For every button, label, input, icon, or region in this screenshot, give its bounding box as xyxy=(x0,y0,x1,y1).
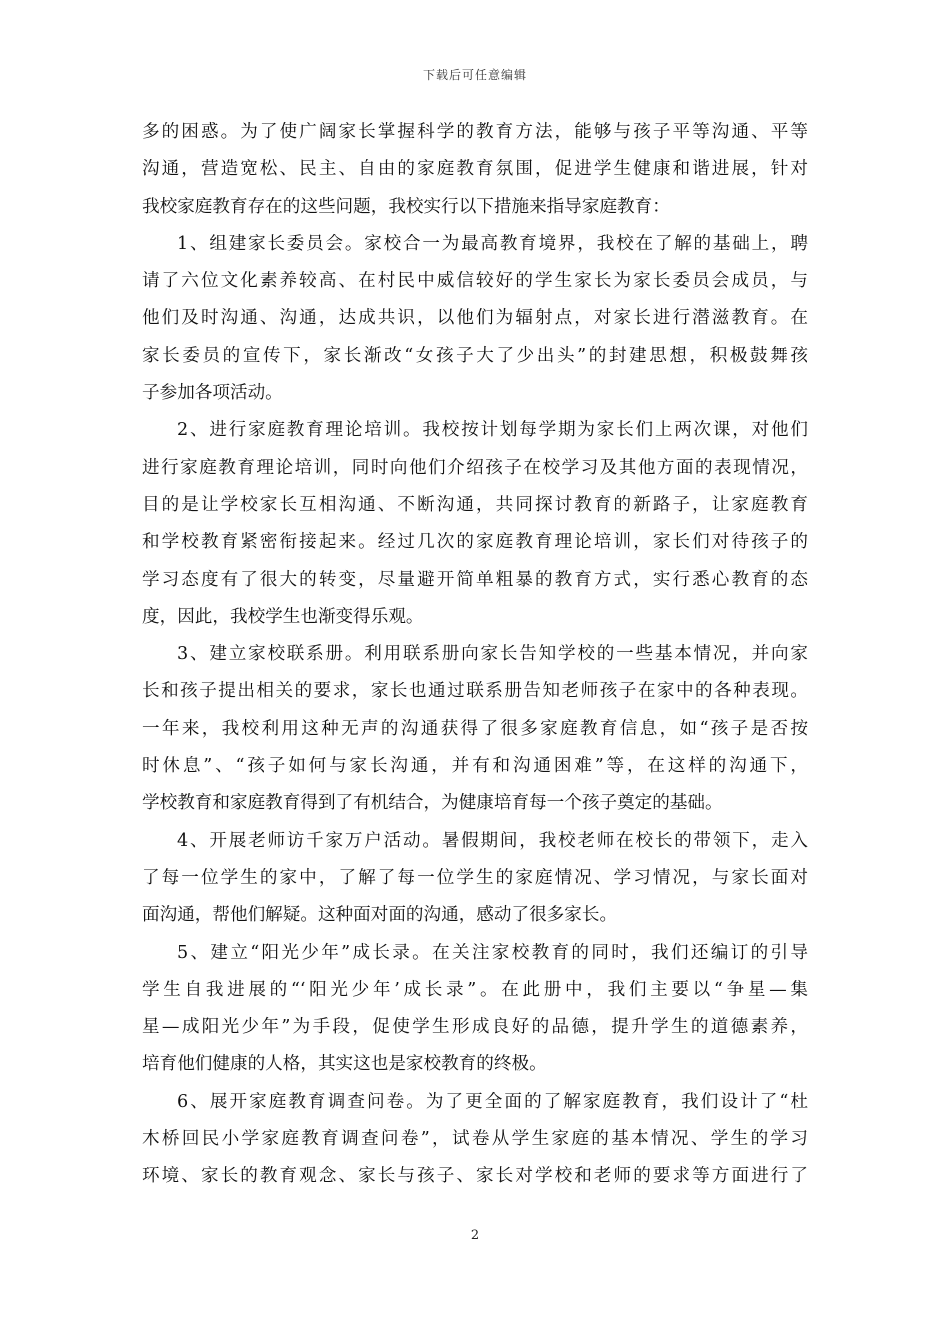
text-line: 4、开展老师访千家万户活动。暑假期间，我校老师在校长的带领下，走入 xyxy=(177,830,808,851)
text-line: 了每一位学生的家中，了解了每一位学生的家庭情况、学习情况，与家长面对 xyxy=(142,867,808,888)
text-line: 星—成阳光少年”为手段，促使学生形成良好的品德，提升学生的道德素养， xyxy=(142,1017,808,1038)
text-line: 长和孩子提出相关的要求，家长也通过联系册告知老师孩子在家中的各种表现。 xyxy=(142,681,808,702)
text-line: 环境、家长的教育观念、家长与孩子、家长对学校和老师的要求等方面进行了 xyxy=(142,1166,808,1187)
text-line: 沟通，营造宽松、民主、自由的家庭教育氛围，促进学生健康和谐进展，针对 xyxy=(142,159,808,180)
text-line: 3、建立家校联系册。利用联系册向家长告知学校的一些基本情况，并向家 xyxy=(177,644,808,665)
text-line: 请了六位文化素养较高、在村民中威信较好的学生家长为家长委员会成员，与 xyxy=(142,271,808,292)
text-line: 学生自我进展的“‘阳光少年’成长录”。在此册中，我们主要以“争星—集 xyxy=(142,979,808,1000)
text-line: 面沟通，帮他们解疑。这种面对面的沟通，感动了很多家长。 xyxy=(142,905,618,926)
text-line: 和学校教育紧密衔接起来。经过几次的家庭教育理论培训，家长们对待孩子的 xyxy=(142,532,808,553)
text-line: 2、进行家庭教育理论培训。我校按计划每学期为家长们上两次课，对他们 xyxy=(177,420,808,441)
text-line: 木桥回民小学家庭教育调查问卷”，试卷从学生家庭的基本情况、学生的学习 xyxy=(142,1129,808,1150)
text-line: 学校教育和家庭教育得到了有机结合，为健康培育每一个孩子奠定的基础。 xyxy=(142,793,723,814)
text-line: 5、建立“阳光少年”成长录。在关注家校教育的同时，我们还编订的引导 xyxy=(177,942,808,963)
text-line: 他们及时沟通、沟通，达成共识，以他们为辐射点，对家长进行潜滋教育。在 xyxy=(142,308,808,329)
text-line: 多的困惑。为了使广阔家长掌握科学的教育方法，能够与孩子平等沟通、平等 xyxy=(142,122,808,142)
document-body xyxy=(142,114,808,1196)
text-line: 目的是让学校家长互相沟通、不断沟通，共同探讨教育的新路子，让家庭教育 xyxy=(142,494,808,515)
text-line: 家长委员的宣传下，家长渐改“女孩子大了少出头”的封建思想，积极鼓舞孩 xyxy=(142,345,808,366)
text-line: 6、展开家庭教育调查问卷。为了更全面的了解家庭教育，我们设计了“杜 xyxy=(177,1091,808,1112)
text-line: 1、组建家长委员会。家校合一为最高教育境界，我校在了解的基础上，聘 xyxy=(177,233,808,254)
text-line: 学习态度有了很大的转变，尽量避开简单粗暴的教育方式，实行悉心教育的态 xyxy=(142,569,808,590)
text-line: 培育他们健康的人格，其实这也是家校教育的终极。 xyxy=(142,1054,547,1075)
page-header: 下载后可任意编辑 xyxy=(422,68,527,82)
text-line: 子参加各项活动。 xyxy=(142,383,283,404)
page-number: 2 xyxy=(470,1228,480,1243)
text-line: 我校家庭教育存在的这些问题，我校实行以下措施来指导家庭教育： xyxy=(142,196,670,217)
text-line: 进行家庭教育理论培训，同时向他们介绍孩子在校学习及其他方面的表现情况， xyxy=(142,457,808,478)
text-line: 度，因此，我校学生也渐变得乐观。 xyxy=(142,606,424,627)
text-line: 一年来，我校利用这种无声的沟通获得了很多家庭教育信息，如“孩子是否按 xyxy=(142,718,808,739)
text-line: 时休息”、“孩子如何与家长沟通，并有和沟通困难”等，在这样的沟通下， xyxy=(142,756,808,777)
